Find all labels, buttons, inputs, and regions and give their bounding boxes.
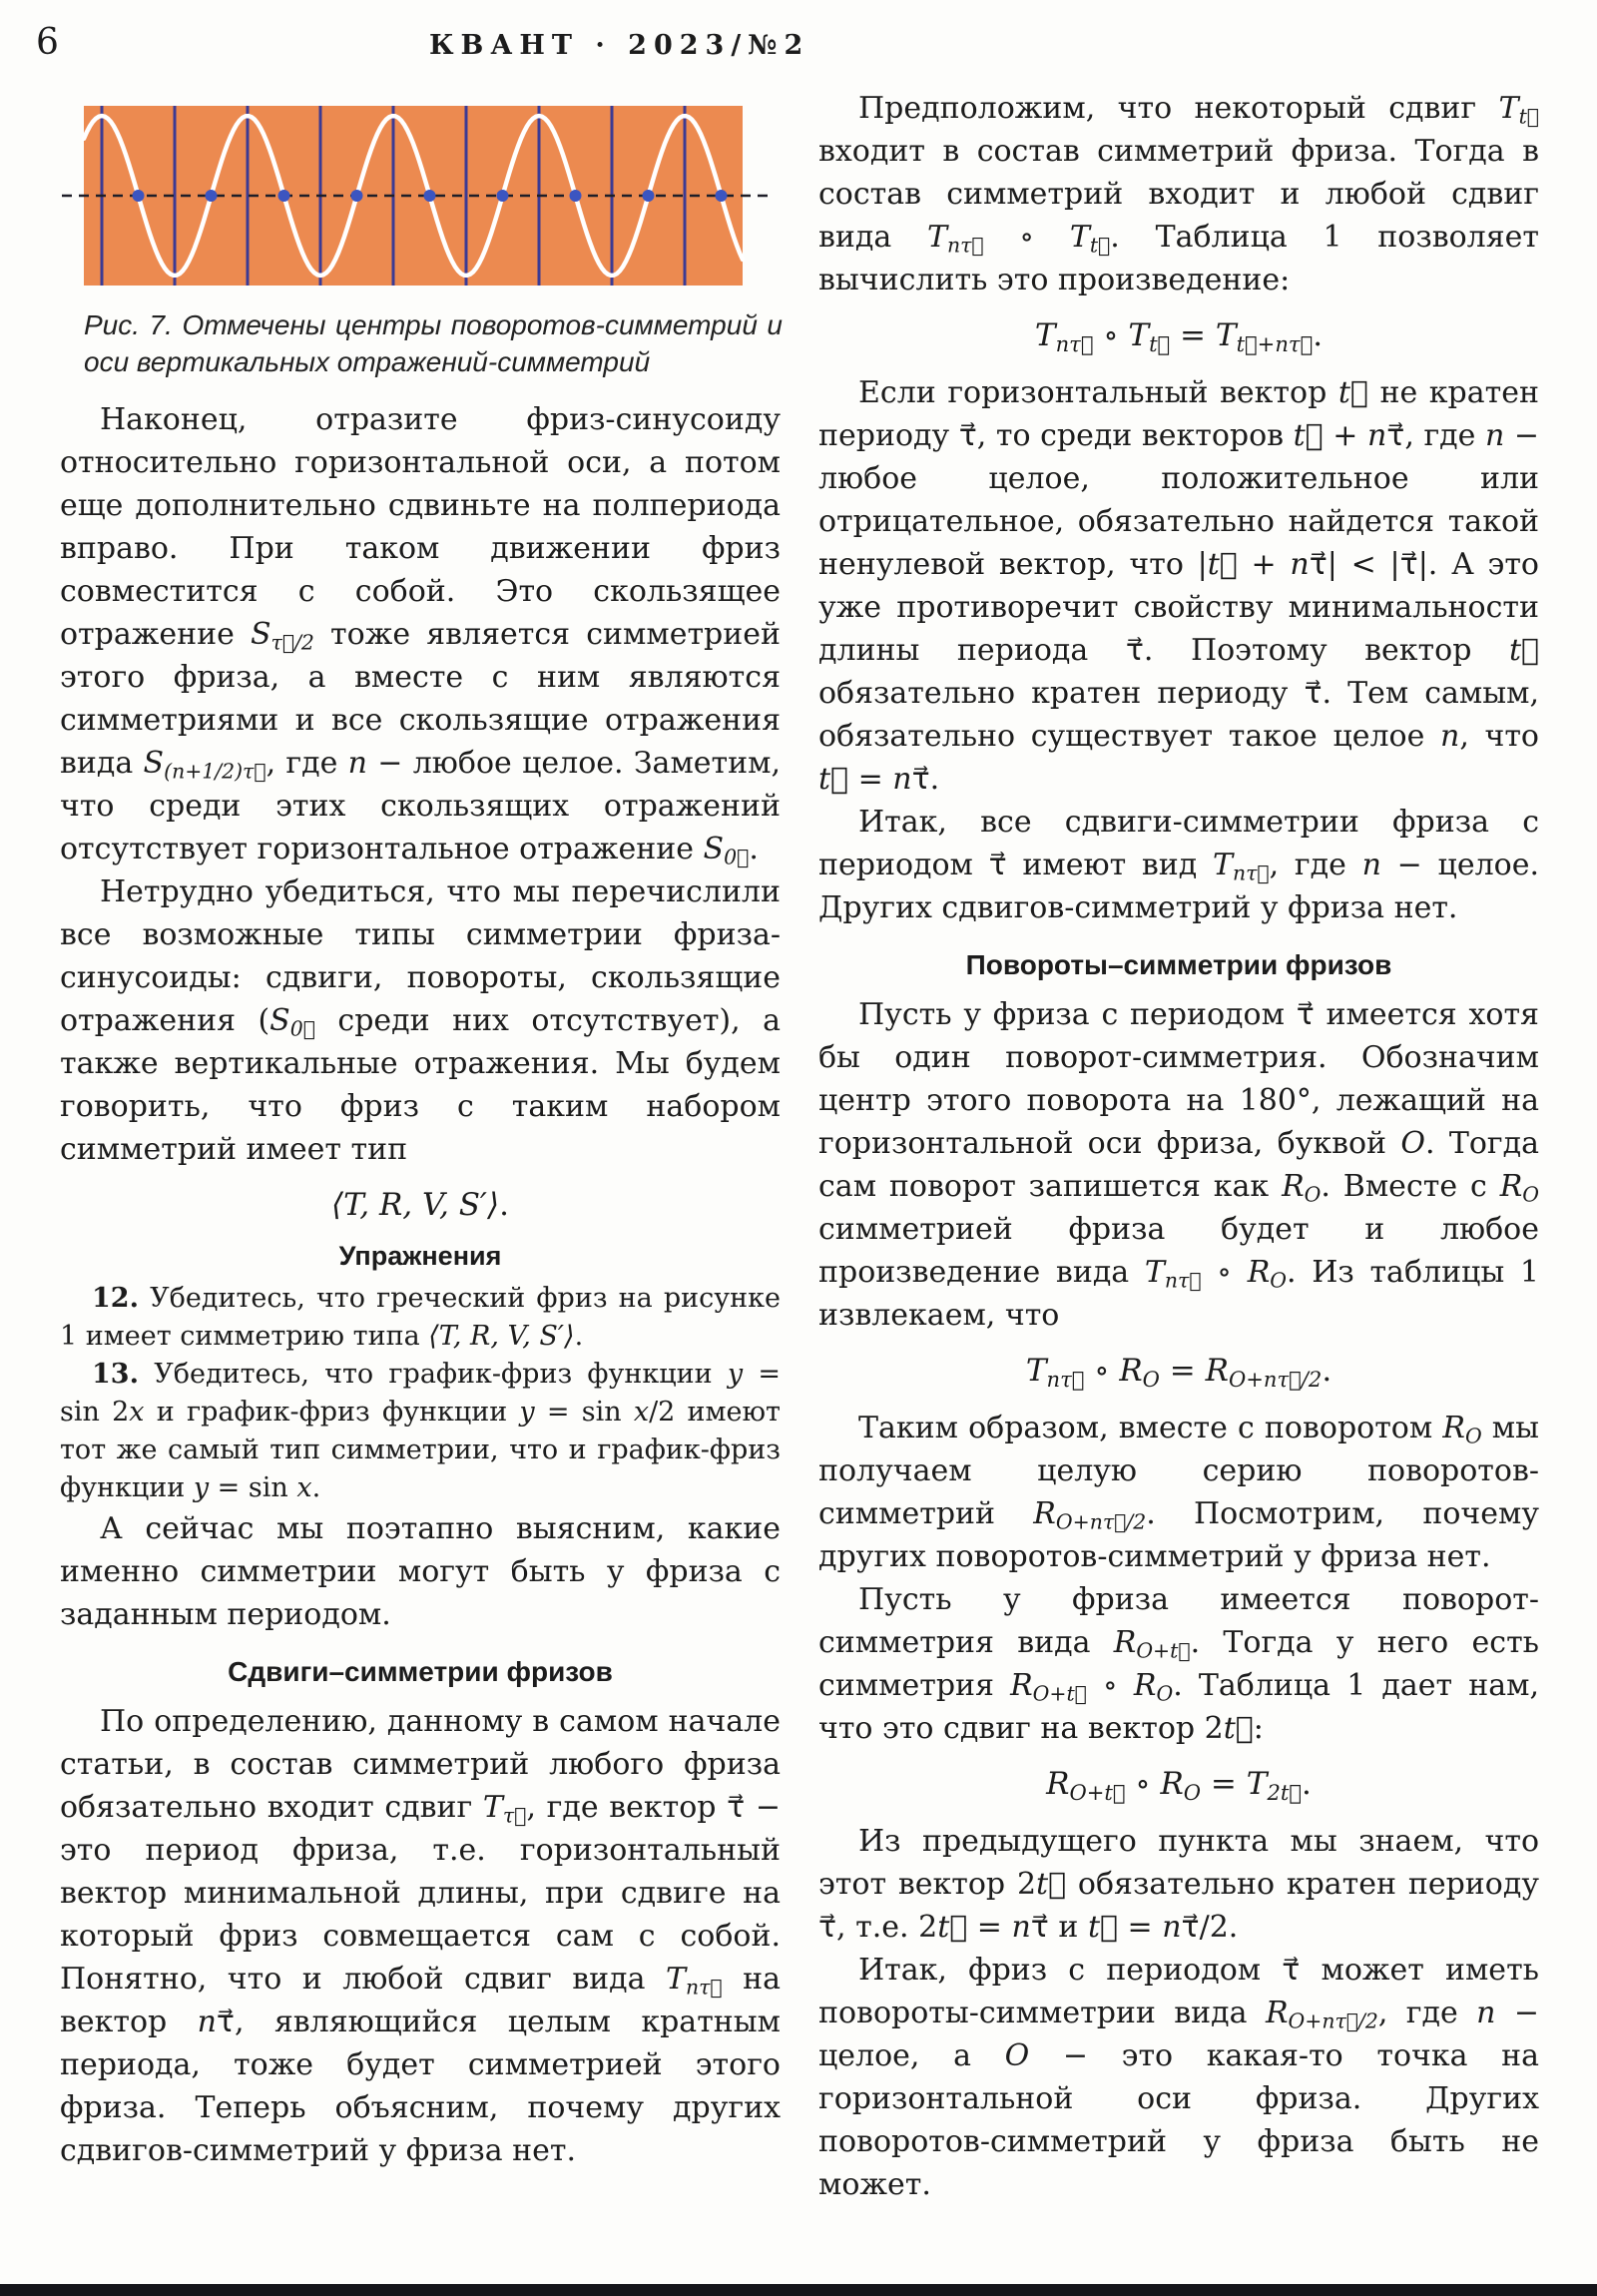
paragraph-previous-point: Из предыдущего пункта мы знаем, что этот вектор 2t⃗ обязательно кратен периоду τ⃗, т.е. 2t⃗ = nτ⃗ и t⃗ = nτ⃗/2. [818, 1824, 1539, 1945]
formula-rotation-composition: $T_{n\tau⃗}$ ∘ $R_O = R_{O+n\tau⃗/2}$. [1025, 1353, 1332, 1392]
paragraph-rotation-series: Таким образом, вместе с поворотом $R_O$ мы получаем целую серию поворотов-симметрий $R_{O+n\tau⃗/2}$. Посмотрим, почему других поворотов-симметрий у фриза нет. [818, 1411, 1539, 1574]
right-column [818, 87, 1539, 2206]
paragraph-symmetry-types: Нетрудно убедиться, что мы перечислили все возможные типы симметрии фриза-синусоиды: сдвиги, повороты, скользящие отражения ($S_{0⃗}$ среди них отсутствует), а также вертикальные отражения. Мы будем говорить, что фриз с таким набором симметрий имеет тип [60, 874, 781, 1167]
exercise-12-number: 12. [92, 1283, 139, 1314]
paragraph-rotation-intro: Пусть у фриза с периодом τ⃗ имеется хотя бы один поворот-симметрия. Обозначим центр этого поворота на 180°, лежащий на горизонтальной оси фриза, буквой O. Тогда сам поворот запишется как $R_O$. Вместе с $R_O$ симметрией фриза будет и любое произведение вида $T_{n\tau⃗}$ ∘ $R_O$. Из таблицы 1 извлекаем, что [818, 997, 1540, 1333]
exercise-12-text: Убедитесь, что греческий фриз на рисунке 1 имеет симметрию типа ⟨T, R, V, S′⟩. [60, 1283, 781, 1352]
paragraph-glide-reflection: Наконец, отразите фриз-синусоиду относительно горизонтальной оси, а потом еще дополнительно сдвиньте на полпериода вправо. При таком движении фриз совместится с собой. Это скользящее отражение $S_{\tau⃗/2}$ тоже является симметрией этого фриза, а вместе с ним являются симметриями и все скользящие отражения вида $S_{(n+1/2)\tau⃗}$, где n − любое целое. Заметим, что среди этих скользящих отражений отсутствует горизонтальное отражение $S_{0⃗}$. [60, 402, 781, 869]
formula-shift-composition: $T_{n\tau⃗}$ ∘ $T_{t⃗} = T_{t⃗+n\tau⃗}$. [1034, 317, 1324, 356]
formula-two-rotations: $R_{O+t⃗}$ ∘ $R_O = T_{2t⃗}$. [1046, 1766, 1312, 1805]
page-number: 6 [36, 22, 59, 63]
formula-symmetry-type: ⟨T, R, V, S′⟩. [331, 1187, 509, 1223]
paragraph-all-shift-symmetries: Итак, все сдвиги-симметрии фриза с периодом τ⃗ имеют вид $T_{n\tau⃗}$, где n − целое. Других сдвигов-симметрий у фриза нет. [818, 805, 1539, 925]
paragraph-vector-not-multiple: Если горизонтальный вектор t⃗ не кратен периоду τ⃗, то среди векторов t⃗ + nτ⃗, где n − любое целое, положительное или отрицательное, обязательно найдется такой ненулевой вектор, что |t⃗ + nτ⃗| < |τ⃗|. А это уже противоречит свойству минимальности длины периода τ⃗. Поэтому вектор t⃗ обязательно кратен периоду τ⃗. Тем самым, обязательно существует такое целое n, что t⃗ = nτ⃗. [818, 375, 1539, 797]
journal-title: КВАНТ · 2023/№2 [429, 30, 810, 61]
figure-caption: Рис. 7. Отмечены центры поворотов-симметрий и оси вертикальных отражений-симметрий [84, 309, 783, 377]
rotations-section-heading: Повороты–симметрии фризов [965, 949, 1392, 980]
page-bottom-rule [0, 2284, 1597, 2296]
exercise-13 [60, 1356, 781, 1507]
frieze-figure-svg [62, 91, 769, 300]
paragraph-next-steps: А сейчас мы поэтапно выясним, какие именно симметрии могут быть у фриза с заданным периодом. [60, 1511, 781, 1632]
frieze-figure [62, 91, 781, 300]
paragraph-rotations-conclusion: Итак, фриз с периодом τ⃗ может иметь повороты-симметрии вида $R_{O+n\tau⃗/2}$, где n − целое, а O − это какая-то точка на горизонтальной оси фриза. Других поворотов-симметрий у фриза быть не может. [818, 1953, 1540, 2202]
paragraph-rotation-exists: Пусть у фриза имеется поворот-симметрия вида $R_{O+t⃗}$. Тогда у него есть симметрия $R_{O+t⃗}$ ∘ $R_O$. Таблица 1 дает нам, что это сдвиг на вектор 2t⃗: [818, 1582, 1540, 1746]
exercise-13-text: Убедитесь, что график-фриз функции y = sin 2x и график-фриз функции y = sin x/2 имеют тот же самый тип симметрии, что и график-фриз функции y = sin x. [60, 1359, 781, 1503]
paragraph-suppose-shift: Предположим, что некоторый сдвиг $T_{t⃗}$ входит в состав симметрий фриза. Тогда в состав симметрий входит и любой сдвиг вида $T_{n\tau⃗}$ ∘ $T_{t⃗}$. Таблица 1 позволяет вычислить это произведение: [818, 91, 1540, 297]
left-column [60, 87, 781, 2206]
exercises-heading: Упражнения [338, 1241, 502, 1271]
two-column-layout [60, 87, 1542, 2206]
exercise-12 [60, 1280, 781, 1356]
paragraph-shift-symmetries: По определению, данному в самом начале статьи, в состав симметрий любого фриза обязательно входит сдвиг $T_{\tau⃗}$, где вектор τ⃗ − это период фриза, т.е. горизонтальный вектор минимальной длины, при сдвиге на который фриз совмещается сам с собой. Понятно, что и любой сдвиг вида $T_{n\tau⃗}$ на вектор nτ⃗, являющийся целым кратным периода, тоже будет симметрией этого фриза. Теперь объясним, почему других сдвигов-симметрий у фриза нет. [60, 1704, 782, 2168]
exercise-13-number: 13. [92, 1359, 139, 1390]
shifts-section-heading: Сдвиги–симметрии фризов [228, 1656, 613, 1687]
